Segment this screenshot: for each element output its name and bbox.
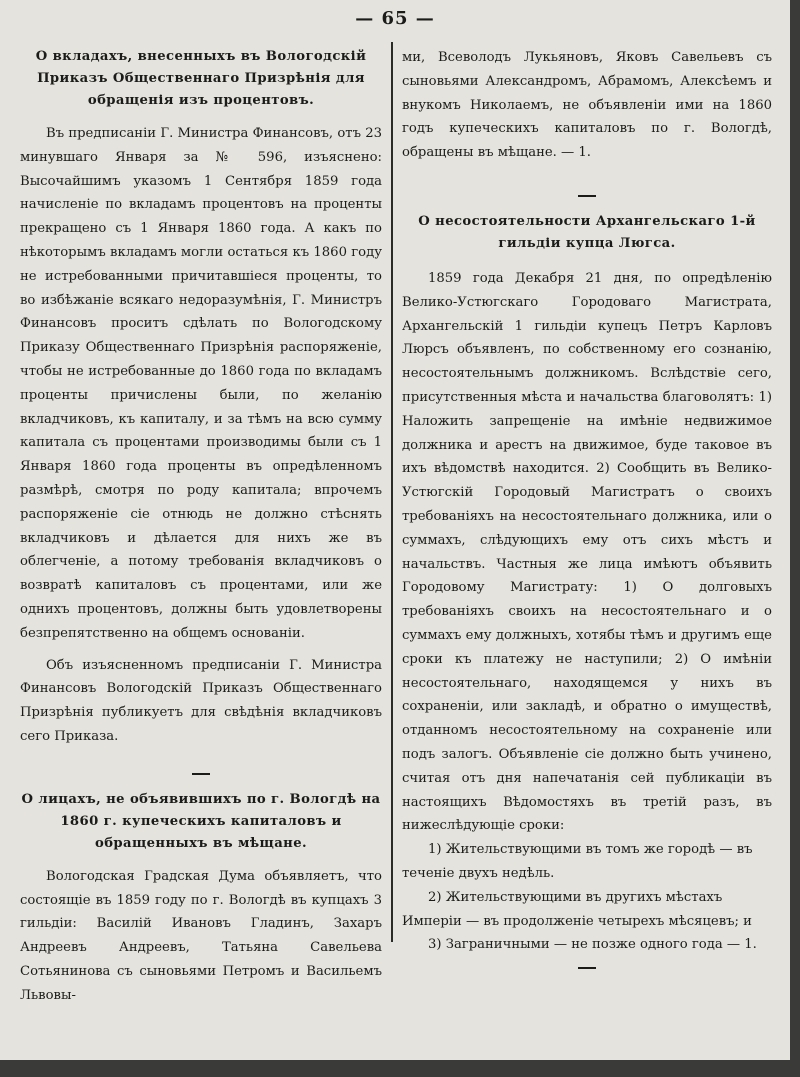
paragraph-merchants-continued: ми, Всеволодъ Лукьяновъ, Яковъ Савельевъ съ сыновьями Александромъ, Абрамомъ, Алексѣемъ и внукомъ Николаемъ, не объявленіи ими на 1860 годъ купеческихъ капиталовъ по г. Вологдѣ, обращены въ мѣщане. — 1. xyxy=(402,50,772,161)
deadline-item-1: 1) Жительствующими въ томъ же городѣ — въ теченіе двухъ недѣль. xyxy=(402,842,753,881)
section-separator xyxy=(578,967,596,969)
paragraph-deposits-2: Объ изъясненномъ предписаніи Г. Министра Финансовъ Вологодскій Приказъ Общественнаго Призрѣнія публикуетъ для свѣдѣнія вкладчиковъ сего Приказа. xyxy=(20,657,382,744)
section-title-deposits: О вкладахъ, внесенныхъ въ Вологодскій Приказъ Общественнаго Призрѣнія для обращенія изъ процентовъ. xyxy=(35,49,367,108)
paragraph-insolvency: 1859 года Декабря 21 дня, по опредѣленію Велико-Устюгскаго Городоваго Магистрата, Архангельскій 1 гильдіи купецъ Петръ Карловъ Люрсъ объявленъ, по собственному его сознанію, несостоятельнымъ должникомъ. Вслѣдствіе сего, присутственныя мѣста и начальства благоволятъ: 1) Наложить запрещеніе на имѣніе недвижимое должника и арестъ на движимое, буде таковое въ ихъ вѣдомствѣ находится. 2) Сообщить въ Велико-Устюгскій Городовый Магистратъ о своихъ требованіяхъ на несостоятельнаго должника, или о суммахъ, слѣдующихъ ему отъ сихъ мѣстъ и начальствъ. Частныя же лица имѣютъ объявить Городовому Магистрату: 1) О долговыхъ требованіяхъ своихъ на несостоятельнаго и о суммахъ ему должныхъ, хотябы тѣмъ и другимъ еще сроки къ платежу не наступили; 2) О имѣніи несостоятельнаго, находящемся у нихъ въ сохраненіи, или закладѣ, и обратно о имуществѣ, отданномъ несостоятельному на сохраненіе или подъ залогъ. Объявленіе сіе должно быть учинено, считая отъ дня напечатанія сей публикаціи въ настоящихъ Вѣдомостяхъ въ третій разъ, въ нижеслѣдующіе сроки: xyxy=(402,270,772,834)
column-divider xyxy=(391,42,393,942)
paragraph-deposits-1: Въ предписаніи Г. Министра Финансовъ, отъ 23 минувшаго Января за № 596, изъяснено: Высочайшимъ указомъ 1 Сентября 1859 года начисленіе по вкладамъ процентовъ на проценты прекращено съ 1 Января 1860 года. А какъ по нѣкоторымъ вкладамъ могли остаться къ 1860 году не истребованными причитавшіеся проценты, то во избѣжаніе всякаго недоразумѣнія, Г. Министръ Финансовъ проситъ сдѣлать по Вологодскому Приказу Общественнаго Призрѣнія распоряженіе, чтобы не истребованные до 1860 года по вкладамъ проценты причислены были, по желанію вкладчиковъ, къ капиталу, и за тѣмъ на всю сумму капитала съ процентами производимы были съ 1 Января 1860 года проценты въ опредѣленномъ размѣрѣ, смотря по роду капитала; впрочемъ распоряженіе сіе отнюдь не должно стѣснять вкладчиковъ и дѣлается для нихъ же въ облегченіе, а потому требованія вкладчиковъ о возвратѣ капиталовъ съ процентами, или же однихъ процентовъ, должны быть удовлетворены безпрепятственно на общемъ основаніи. xyxy=(20,126,382,641)
page-number: — 65 — xyxy=(355,8,435,29)
section-separator xyxy=(578,195,596,197)
right-column xyxy=(402,46,772,983)
section-title-merchants: О лицахъ, не объявившихъ по г. Вологдѣ на 1860 г. купеческихъ капиталовъ и обращенныхъ въ мѣщане. xyxy=(21,791,381,851)
left-column xyxy=(20,46,382,1008)
section-separator xyxy=(192,773,210,775)
section-title-insolvency: О несостоятельности Архангельскаго 1-й гильдіи купца Люгса. xyxy=(418,213,756,251)
paragraph-merchants-1: Вологодская Градская Дума объявляетъ, что состоящіе въ 1859 году по г. Вологдѣ въ купцахъ 3 гильдіи: Василій Ивановъ Гладинъ, Захаръ Андреевъ Андреевъ, Татьяна Савельева Сотьянинова съ сыновьями Петромъ и Васильемъ Львовы- xyxy=(20,868,382,1003)
deadline-item-2: 2) Жительствующими въ другихъ мѣстахъ Имперіи — въ продолженіе четырехъ мѣсяцевъ; и xyxy=(402,889,752,929)
deadline-item-3: 3) Заграничными — не позже одного года — 1. xyxy=(428,937,757,953)
